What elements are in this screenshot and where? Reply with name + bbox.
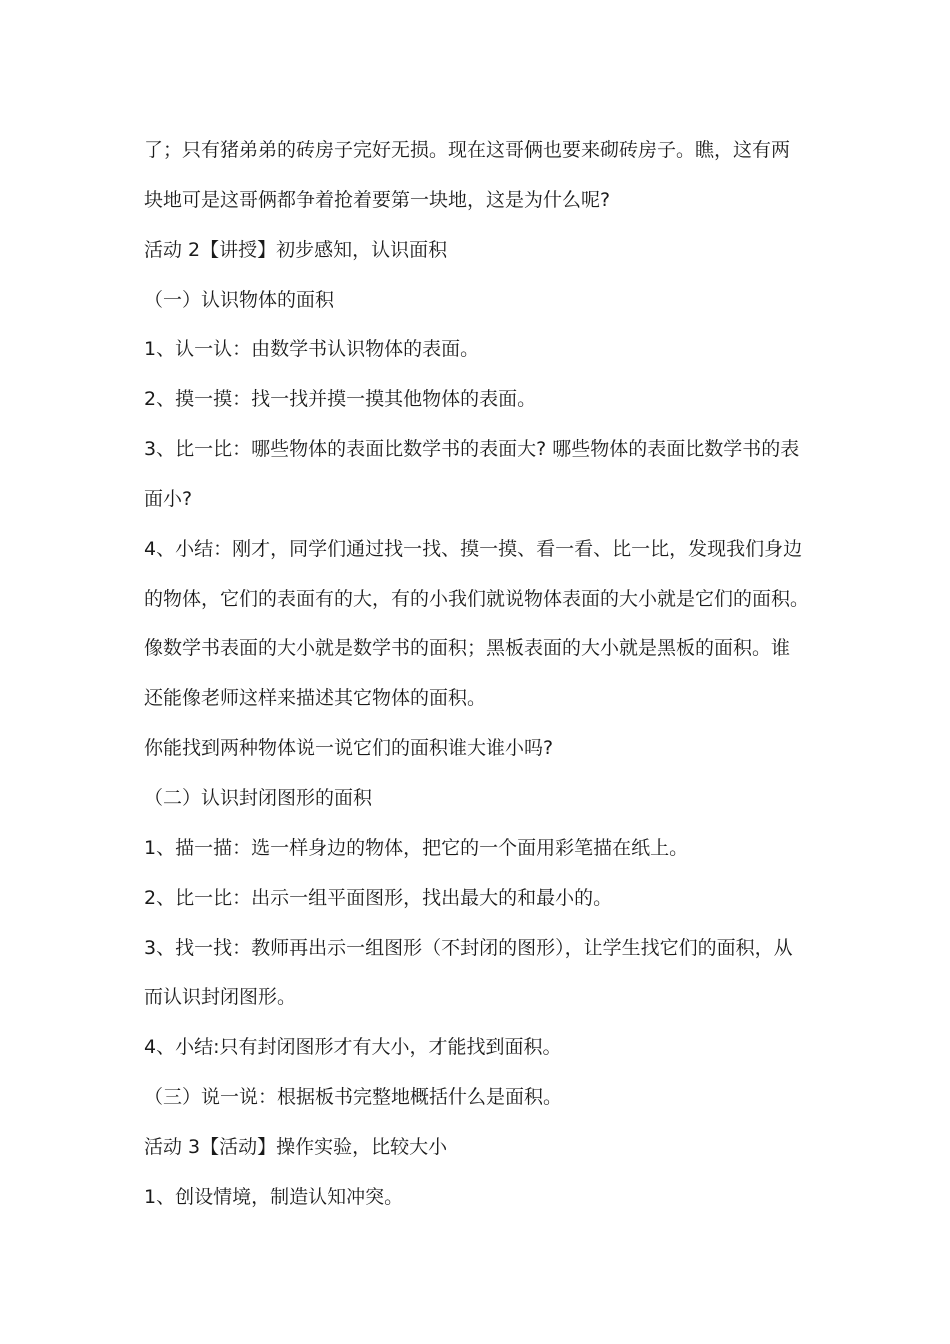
- subsection-heading-1: （一）认识物体的面积: [144, 288, 335, 311]
- subsection-heading-2: （二）认识封闭图形的面积: [144, 786, 373, 809]
- document-body: [144, 126, 810, 1223]
- list-item-continuation: 的物体，它们的表面有的大，有的小我们就说物体表面的大小就是它们的面积。: [144, 587, 810, 610]
- list-item-continuation: 还能像老师这样来描述其它物体的面积。: [144, 687, 487, 710]
- subsection-heading-3: （三）说一说：根据板书完整地概括什么是面积。: [144, 1086, 563, 1109]
- list-item: 4、小结：刚才，同学们通过找一找、摸一摸、看一看、比一比，发现我们身边: [144, 537, 803, 560]
- paragraph-line: 你能找到两种物体说一说它们的面积谁大谁小吗?: [144, 737, 554, 760]
- list-item-continuation: 面小?: [144, 487, 193, 510]
- list-item: 3、找一找：教师再出示一组图形（不封闭的图形），让学生找它们的面积，从: [144, 936, 793, 959]
- list-item: 4、小结:只有封闭图形才有大小，才能找到面积。: [144, 1036, 562, 1059]
- list-item: 1、描一描：选一样身边的物体，把它的一个面用彩笔描在纸上。: [144, 836, 689, 859]
- list-item-continuation: 像数学书表面的大小就是数学书的面积；黑板表面的大小就是黑板的面积。谁: [144, 637, 791, 660]
- list-item: 1、认一认：由数学书认识物体的表面。: [144, 338, 480, 361]
- list-item-continuation: 而认识封闭图形。: [144, 986, 297, 1009]
- list-item: 2、摸一摸：找一找并摸一摸其他物体的表面。: [144, 388, 537, 411]
- section-heading-activity-2: 活动 2【讲授】初步感知，认识面积: [144, 238, 448, 261]
- paragraph-line: 块地可是这哥俩都争着抢着要第一块地，这是为什么呢?: [144, 188, 611, 211]
- list-item: 1、创设情境，制造认知冲突。: [144, 1185, 404, 1208]
- list-item: 2、比一比：出示一组平面图形，找出最大的和最小的。: [144, 886, 613, 909]
- section-heading-activity-3: 活动 3【活动】操作实验，比较大小: [144, 1135, 448, 1158]
- list-item: 3、比一比：哪些物体的表面比数学书的表面大? 哪些物体的表面比数学书的表: [144, 438, 800, 461]
- paragraph-line: 了；只有猪弟弟的砖房子完好无损。现在这哥俩也要来砌砖房子。瞧，这有两: [144, 139, 791, 161]
